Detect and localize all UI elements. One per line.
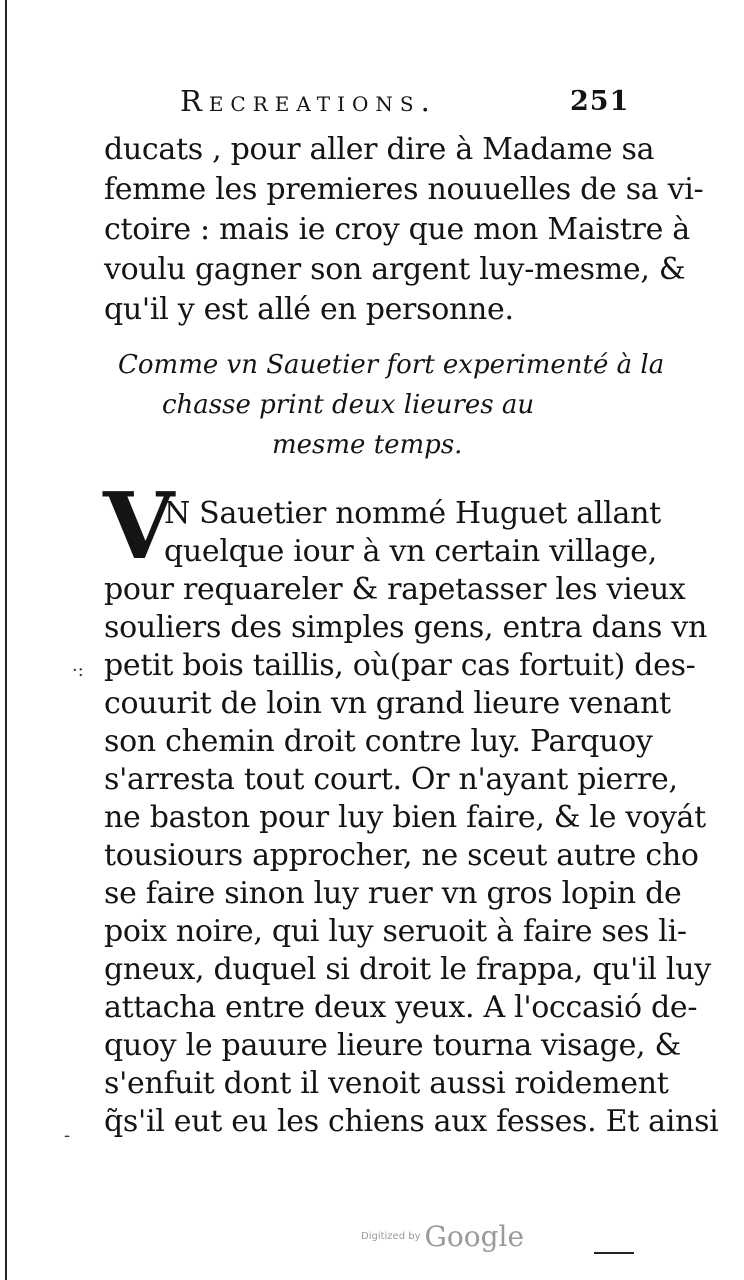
text-line: ne baston pour luy bien faire, & le voyát <box>104 800 706 835</box>
text-line: attacha entre deux yeux. A l'occasió de- <box>104 990 698 1025</box>
text-line: son chemin droit contre luy. Parquoy <box>104 724 653 759</box>
text-line: ducats , pour aller dire à Madame sa <box>104 132 655 167</box>
text-line: voulu gagner son argent luy-mesme, & <box>104 252 686 287</box>
text-line: q̃s'il eut eu les chiens aux fesses. Et ainsi <box>104 1104 719 1139</box>
text-line: couurit de loin vn grand lieure venant <box>104 686 671 721</box>
google-wordmark: Google <box>424 1220 525 1253</box>
text-line: pour requareler & rapetasser les vieux <box>104 572 686 607</box>
page-edge <box>5 0 7 1280</box>
text-line: qu'il y est allé en personne. <box>104 292 514 327</box>
text-line: poix noire, qui luy seruoit à faire ses li- <box>104 914 687 949</box>
chapter-heading-line: chasse print deux lieures au <box>162 390 535 420</box>
digitized-watermark <box>361 1220 524 1253</box>
stray-ink-mark: ·: <box>72 660 84 681</box>
text-line: s'arresta tout court. Or n'ayant pierre, <box>104 762 678 797</box>
running-title: Recreations. <box>180 84 437 118</box>
text-line: tousiours approcher, ne sceut autre cho <box>104 838 699 873</box>
text-line: gneux, duquel si droit le frappa, qu'il luy <box>104 952 711 987</box>
chapter-heading-line: mesme temps. <box>272 430 463 460</box>
page-number: 251 <box>570 86 630 117</box>
text-line: petit bois taillis, où(par cas fortuit) des- <box>104 648 696 683</box>
text-line: quoy le pauure lieure tourna visage, & <box>104 1028 681 1063</box>
text-line: femme les premieres nouuelles de sa vi- <box>104 172 704 207</box>
digitized-by-label: Digitized by <box>361 1231 421 1242</box>
edge-rule <box>594 1252 634 1254</box>
stray-ink-mark: - <box>64 1125 71 1146</box>
text-line: souliers des simples gens, entra dans vn <box>104 610 708 645</box>
chapter-heading-line: Comme vn Sauetier fort experimenté à la <box>118 350 665 380</box>
text-line: s'enfuit dont il venoit aussi roidement <box>104 1066 669 1101</box>
text-line: N Sauetier nommé Huguet allant <box>164 496 661 531</box>
drop-cap: V <box>103 472 175 580</box>
text-line: ctoire : mais ie croy que mon Maistre à <box>104 212 690 247</box>
text-line: se faire sinon luy ruer vn gros lopin de <box>104 876 682 911</box>
text-line: quelque iour à vn certain village, <box>164 534 657 569</box>
running-header <box>180 84 630 124</box>
